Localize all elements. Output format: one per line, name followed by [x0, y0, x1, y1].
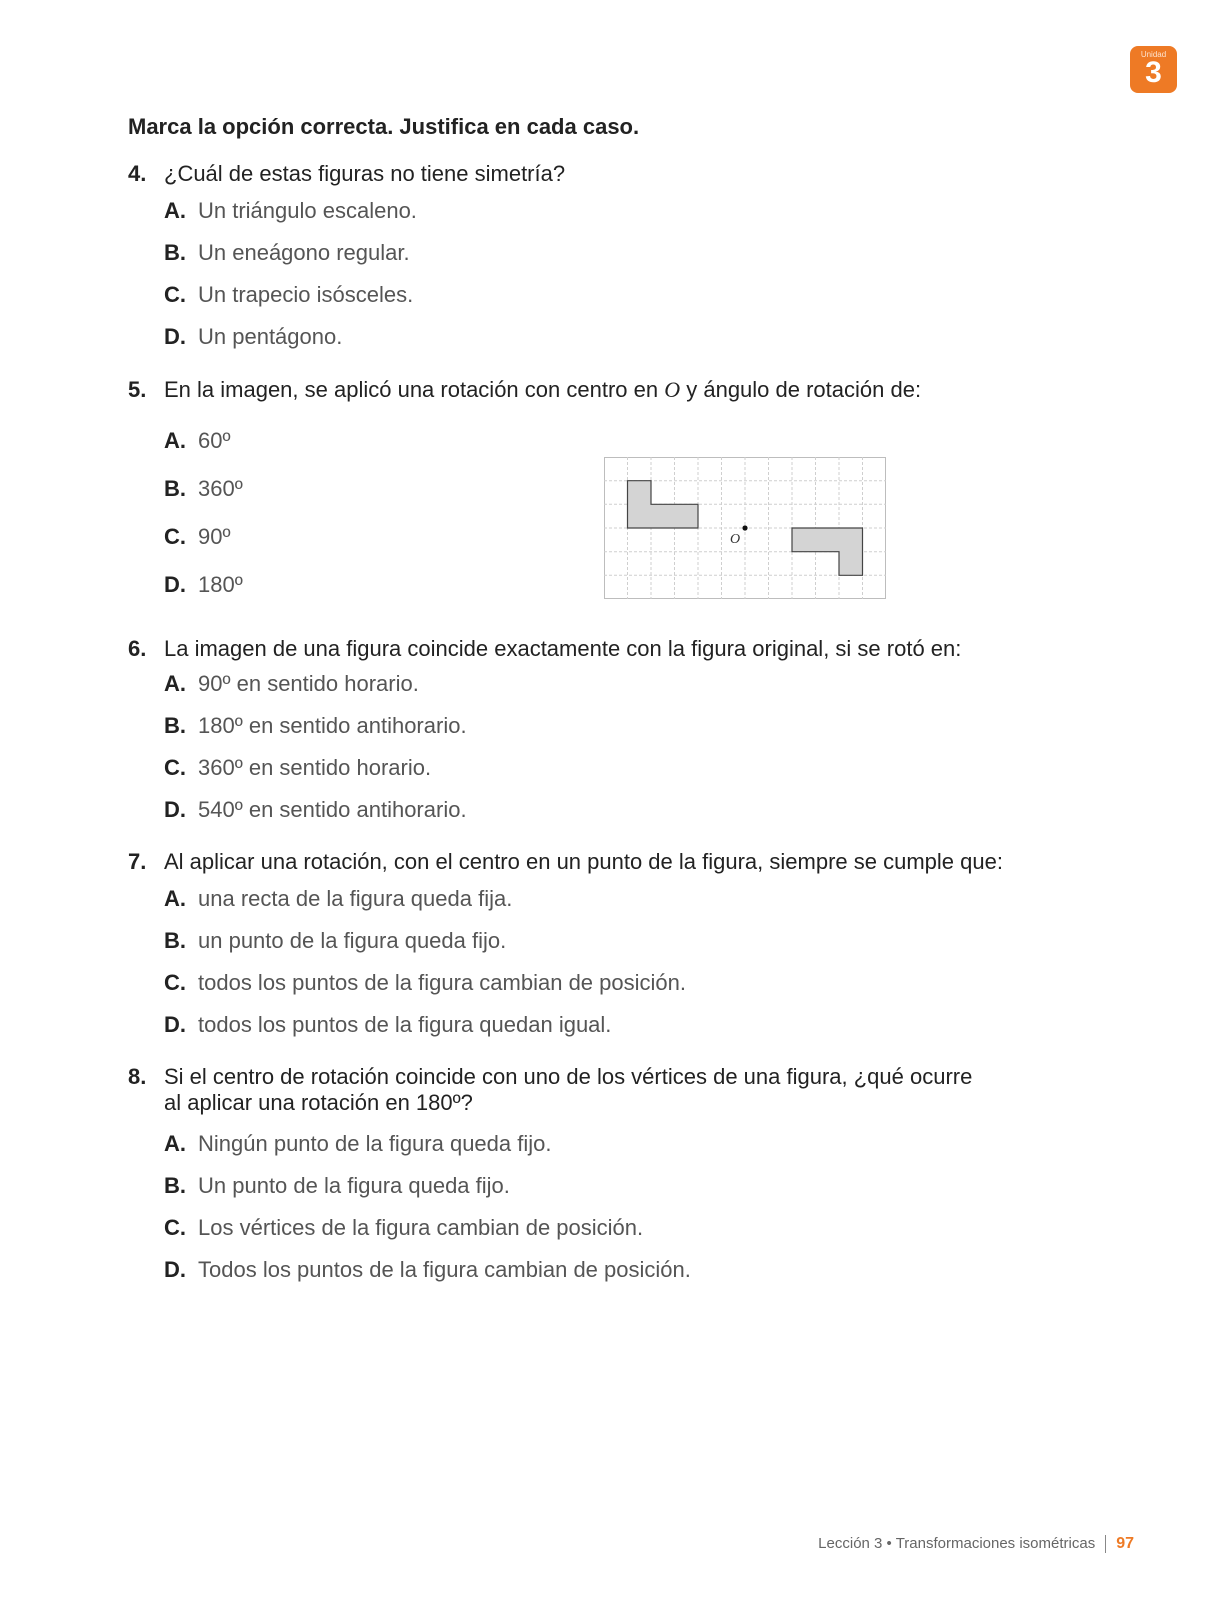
- option-5a[interactable]: [164, 428, 231, 454]
- option-text: todos los puntos de la figura quedan igual.: [198, 1012, 612, 1037]
- option-7d[interactable]: [164, 1012, 611, 1038]
- option-letter: D.: [164, 324, 186, 349]
- option-letter: B.: [164, 476, 186, 501]
- instruction: Marca la opción correcta. Justifica en cada caso.: [128, 114, 640, 139]
- question-text-line: Si el centro de rotación coincide con uno de los vértices de una figura, ¿qué ocurre: [164, 1064, 973, 1089]
- option-letter: A.: [164, 671, 186, 696]
- option-6c[interactable]: [164, 755, 431, 781]
- question-number: 4.: [128, 161, 147, 186]
- option-letter: A.: [164, 1131, 186, 1156]
- question-number: 5.: [128, 377, 147, 402]
- unit-number: 3: [1145, 56, 1162, 89]
- question-text: [164, 377, 921, 403]
- option-letter: B.: [164, 1173, 186, 1198]
- option-letter: B.: [164, 928, 186, 953]
- option-letter: A.: [164, 428, 186, 453]
- option-text: 60º: [198, 428, 231, 453]
- question-5: [128, 377, 921, 403]
- center-variable: O: [664, 377, 681, 402]
- rotation-figure: [604, 457, 886, 599]
- option-text: una recta de la figura queda fija.: [198, 886, 513, 911]
- question-4: [128, 161, 565, 187]
- option-letter: D.: [164, 1257, 186, 1282]
- question-number: 7.: [128, 849, 147, 874]
- question-6: [128, 636, 961, 662]
- question-text: ¿Cuál de estas figuras no tiene simetría?: [164, 161, 566, 186]
- option-text: 90º en sentido horario.: [198, 671, 419, 696]
- option-text: Un triángulo escaleno.: [198, 198, 417, 223]
- option-letter: A.: [164, 198, 186, 223]
- page-number: 97: [1116, 1535, 1134, 1552]
- option-7a[interactable]: [164, 886, 512, 912]
- option-5d[interactable]: [164, 572, 243, 598]
- option-7b[interactable]: [164, 928, 506, 954]
- unit-badge: [1130, 46, 1177, 93]
- question-text: La imagen de una figura coincide exactamente con la figura original, si se rotó en:: [164, 636, 962, 661]
- option-text: Un trapecio isósceles.: [198, 282, 414, 307]
- question-text: [164, 1064, 972, 1116]
- option-letter: C.: [164, 970, 186, 995]
- option-text: Un eneágono regular.: [198, 240, 410, 265]
- option-text: todos los puntos de la figura cambian de posición.: [198, 970, 686, 995]
- option-text: Un punto de la figura queda fijo.: [198, 1173, 510, 1198]
- option-text: un punto de la figura queda fijo.: [198, 928, 507, 953]
- option-text: 180º: [198, 572, 243, 597]
- option-6b[interactable]: [164, 713, 467, 739]
- option-4d[interactable]: [164, 324, 342, 350]
- option-text: 360º en sentido horario.: [198, 755, 432, 780]
- option-text: 180º en sentido antihorario.: [198, 713, 467, 738]
- option-letter: A.: [164, 886, 186, 911]
- unit-label: Unidad: [1140, 50, 1167, 59]
- option-text: 540º en sentido antihorario.: [198, 797, 467, 822]
- question-text: Al aplicar una rotación, con el centro en un punto de la figura, siempre se cumple que:: [164, 849, 1003, 874]
- option-6a[interactable]: [164, 671, 419, 697]
- option-letter: C.: [164, 1215, 186, 1240]
- option-6d[interactable]: [164, 797, 467, 823]
- option-text: Un pentágono.: [198, 324, 343, 349]
- question-text-part: y ángulo de rotación de:: [686, 377, 922, 402]
- option-text: Los vértices de la figura cambian de posición.: [198, 1215, 644, 1240]
- option-4b[interactable]: [164, 240, 410, 266]
- option-letter: C.: [164, 755, 186, 780]
- option-letter: D.: [164, 572, 186, 597]
- option-letter: D.: [164, 797, 186, 822]
- option-8a[interactable]: [164, 1131, 551, 1157]
- question-number: 8.: [128, 1064, 147, 1089]
- footer-divider: [1105, 1535, 1106, 1553]
- option-5c[interactable]: [164, 524, 231, 550]
- lesson-title: Lección 3 • Transformaciones isométricas: [818, 1535, 1096, 1552]
- question-number: 6.: [128, 636, 147, 661]
- question-text-part: En la imagen, se aplicó una rotación con centro en: [164, 377, 659, 402]
- rotation-center-label: O: [730, 532, 741, 547]
- option-8b[interactable]: [164, 1173, 510, 1199]
- option-letter: D.: [164, 1012, 186, 1037]
- question-8: [128, 1064, 972, 1116]
- question-text-line: al aplicar una rotación en 180º?: [164, 1090, 473, 1115]
- rotation-center-point: [742, 525, 747, 530]
- option-text: Todos los puntos de la figura cambian de posición.: [198, 1257, 691, 1282]
- option-5b[interactable]: [164, 476, 243, 502]
- option-8d[interactable]: [164, 1257, 691, 1283]
- option-7c[interactable]: [164, 970, 686, 996]
- option-letter: C.: [164, 282, 186, 307]
- option-4a[interactable]: [164, 198, 417, 224]
- option-letter: B.: [164, 240, 186, 265]
- question-7: [128, 849, 1003, 875]
- option-4c[interactable]: [164, 282, 413, 308]
- option-letter: C.: [164, 524, 186, 549]
- option-text: 360º: [198, 476, 243, 501]
- option-8c[interactable]: [164, 1215, 643, 1241]
- page-footer: [818, 1535, 1134, 1553]
- option-letter: B.: [164, 713, 186, 738]
- option-text: Ningún punto de la figura queda fijo.: [198, 1131, 552, 1156]
- option-text: 90º: [198, 524, 231, 549]
